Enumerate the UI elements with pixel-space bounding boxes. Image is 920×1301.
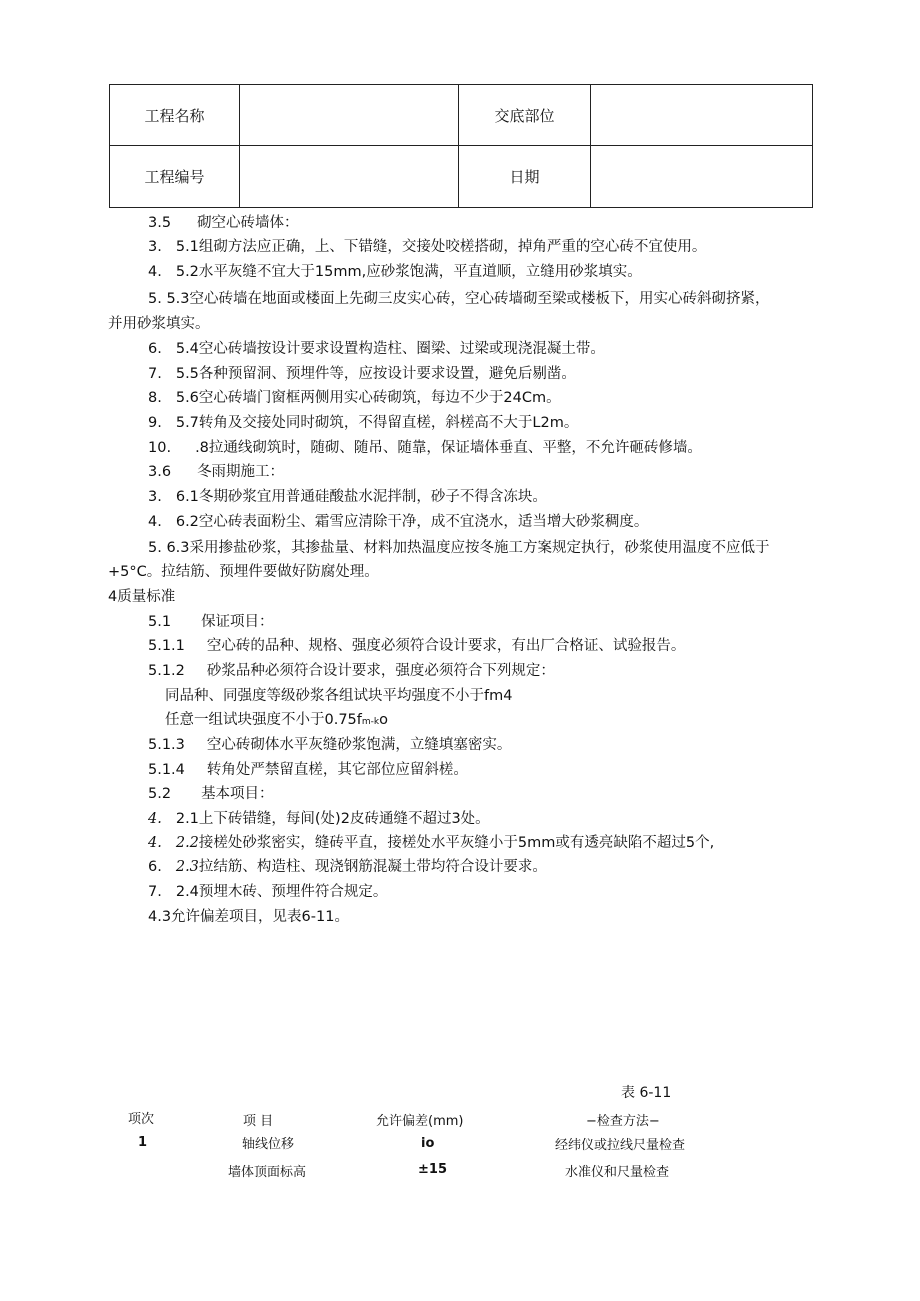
paragraph [148, 735, 511, 755]
list-number: 6. [148, 859, 162, 875]
paragraph-text: 2.1上下砖错缝，每间(处)2皮砖通缝不超过3处。 [175, 811, 490, 827]
table-cell: 墙体顶面标高 [228, 1165, 307, 1180]
list-number: 9. [148, 415, 162, 431]
list-number: 7. [148, 366, 162, 382]
section-heading [148, 213, 299, 233]
subscript: m-k [361, 717, 380, 727]
project-name-value[interactable] [240, 85, 459, 146]
list-number: 10. [148, 440, 172, 456]
list-number: 3. [148, 239, 162, 255]
list-number: 8. [148, 390, 162, 406]
section-number: 5.2 [148, 786, 172, 802]
paragraph [148, 237, 706, 257]
chapter-heading: 4质量标准 [108, 589, 176, 605]
list-number: 4. [148, 811, 162, 827]
paragraph-text: 接槎处砂浆密实，缝砖平直，接槎处水平灰缝小于5mm或有透亮缺陷不超过5个, [198, 835, 715, 851]
list-number: 5.1.4 [148, 762, 185, 778]
list-number: 5.1.2 [148, 663, 185, 679]
project-name-label: 工程名称 [110, 85, 240, 146]
paragraph [148, 882, 387, 902]
paragraph [148, 661, 555, 681]
list-number: 5.1.1 [148, 638, 185, 654]
paragraph [148, 388, 561, 408]
paragraph-text: 拉结筋、构造柱、现浇钢筋混凝土带均符合设计要求。 [198, 859, 547, 875]
item-number: 2.3 [175, 859, 199, 875]
paragraph-continuation: +5°C。拉结筋、预埋件要做好防腐处理。 [108, 564, 379, 580]
section-heading [148, 612, 274, 632]
paragraph-text: 5.6空心砖墙门窗框两侧用实心砖砌筑，每边不少于24Cm。 [175, 390, 561, 406]
paragraph-text: 5.4空心砖墙按设计要求设置构造柱、圈梁、过梁或现浇混凝土带。 [175, 341, 605, 357]
table-caption: 表 6-11 [621, 1085, 672, 1101]
section-title: 砌空心砖墙体： [197, 215, 299, 231]
column-header: −检查方法− [586, 1114, 660, 1129]
section-title: 保证项目： [201, 614, 274, 630]
paragraph-text: 砂浆品种必须符合设计要求，强度必须符合下列规定： [206, 663, 555, 679]
column-header: 项 目 [243, 1114, 274, 1129]
paragraph-text: 2.4预埋木砖、预埋件符合规定。 [175, 884, 388, 900]
list-number: 4. [148, 264, 162, 280]
paragraph-text: 空心砖的品种、规格、强度必须符合设计要求，有出厂合格证、试验报告。 [206, 638, 686, 654]
column-header: 允许偏差(mm) [376, 1114, 464, 1129]
paragraph [148, 809, 490, 829]
paragraph-text: 6.1冬期砂浆宜用普通硅酸盐水泥拌制，砂子不得含冻块。 [175, 489, 547, 505]
paragraph [165, 710, 388, 732]
paragraph [148, 636, 685, 656]
item-number: 2.2 [175, 835, 199, 851]
project-no-label: 工程编号 [110, 146, 240, 208]
list-number: 5.1.3 [148, 737, 185, 753]
part-value[interactable] [591, 85, 813, 146]
section-number: 3.5 [148, 215, 172, 231]
paragraph-text: 转角处严禁留直槎，其它部位应留斜槎。 [206, 762, 468, 778]
section-heading [148, 462, 284, 482]
paragraph [148, 487, 547, 507]
paragraph: 4.3允许偏差项目，见表6-11。 [148, 909, 349, 925]
table-cell: 1 [138, 1135, 148, 1150]
paragraph [148, 512, 648, 532]
date-label: 日期 [459, 146, 591, 208]
paragraph-text: o [379, 712, 388, 728]
date-value[interactable] [591, 146, 813, 208]
paragraph-continuation: 并用砂浆填实。 [108, 316, 210, 332]
section-title: 基本项目： [201, 786, 274, 802]
table-cell: 经纬仪或拉线尺量检查 [555, 1138, 686, 1153]
list-number: 4. [148, 835, 162, 851]
paragraph-text: 6.2空心砖表面粉尘、霜雪应清除干净，成不宜浇水，适当增大砂浆稠度。 [175, 514, 649, 530]
project-no-value[interactable] [240, 146, 459, 208]
paragraph [148, 833, 714, 853]
paragraph: 同品种、同强度等级砂浆各组试块平均强度不小于fm4 [165, 688, 513, 704]
list-number: 4. [148, 514, 162, 530]
paragraph: 5. 6.3采用掺盐砂浆，其掺盐量、材料加热温度应按冬施工方案规定执行，砂浆使用温度不应低于 [148, 540, 770, 556]
section-heading [148, 784, 274, 804]
paragraph-text: 5.7转角及交接处同时砌筑，不得留直槎，斜槎高不大于L2m。 [175, 415, 579, 431]
header-table [109, 84, 813, 208]
list-number: 6. [148, 341, 162, 357]
paragraph: 5. 5.3空心砖墙在地面或楼面上先砌三皮实心砖，空心砖墙砌至梁或楼板下，用实心砖斜砌挤紧， [148, 291, 770, 307]
paragraph [148, 413, 578, 433]
section-number: 5.1 [148, 614, 172, 630]
paragraph-text: 5.5各种预留洞、预埋件等，应按设计要求设置，避免后剔凿。 [175, 366, 576, 382]
paragraph-text: 5.1组砌方法应正确，上、下错缝，交接处咬槎搭砌，掉角严重的空心砖不宜使用。 [175, 239, 707, 255]
paragraph-text: 空心砖砌体水平灰缝砂浆饱满，立缝填塞密实。 [206, 737, 512, 753]
table-cell: 水准仪和尺量检查 [565, 1165, 670, 1180]
section-number: 3.6 [148, 464, 172, 480]
paragraph [148, 760, 468, 780]
list-number: 3. [148, 489, 162, 505]
paragraph [148, 339, 605, 359]
part-label: 交底部位 [459, 85, 591, 146]
table-cell: io [421, 1136, 435, 1151]
table-cell: 轴线位移 [242, 1137, 295, 1152]
list-number: 7. [148, 884, 162, 900]
paragraph [148, 262, 642, 282]
paragraph-text: .8拉通线砌筑时，随砌、随吊、随靠，保证墙体垂直、平整，不允许砸砖修墙。 [195, 440, 702, 456]
paragraph-text: 5.2水平灰缝不宜大于15mm,应砂浆饱满，平直道顺，立缝用砂浆填实。 [175, 264, 642, 280]
column-header: 项次 [128, 1112, 155, 1127]
paragraph [148, 364, 576, 384]
paragraph-text: 任意一组试块强度不小于0.75f [165, 712, 362, 728]
section-title: 冬雨期施工： [197, 464, 285, 480]
paragraph [148, 438, 702, 458]
paragraph [148, 857, 547, 877]
table-cell: ±15 [418, 1162, 447, 1177]
